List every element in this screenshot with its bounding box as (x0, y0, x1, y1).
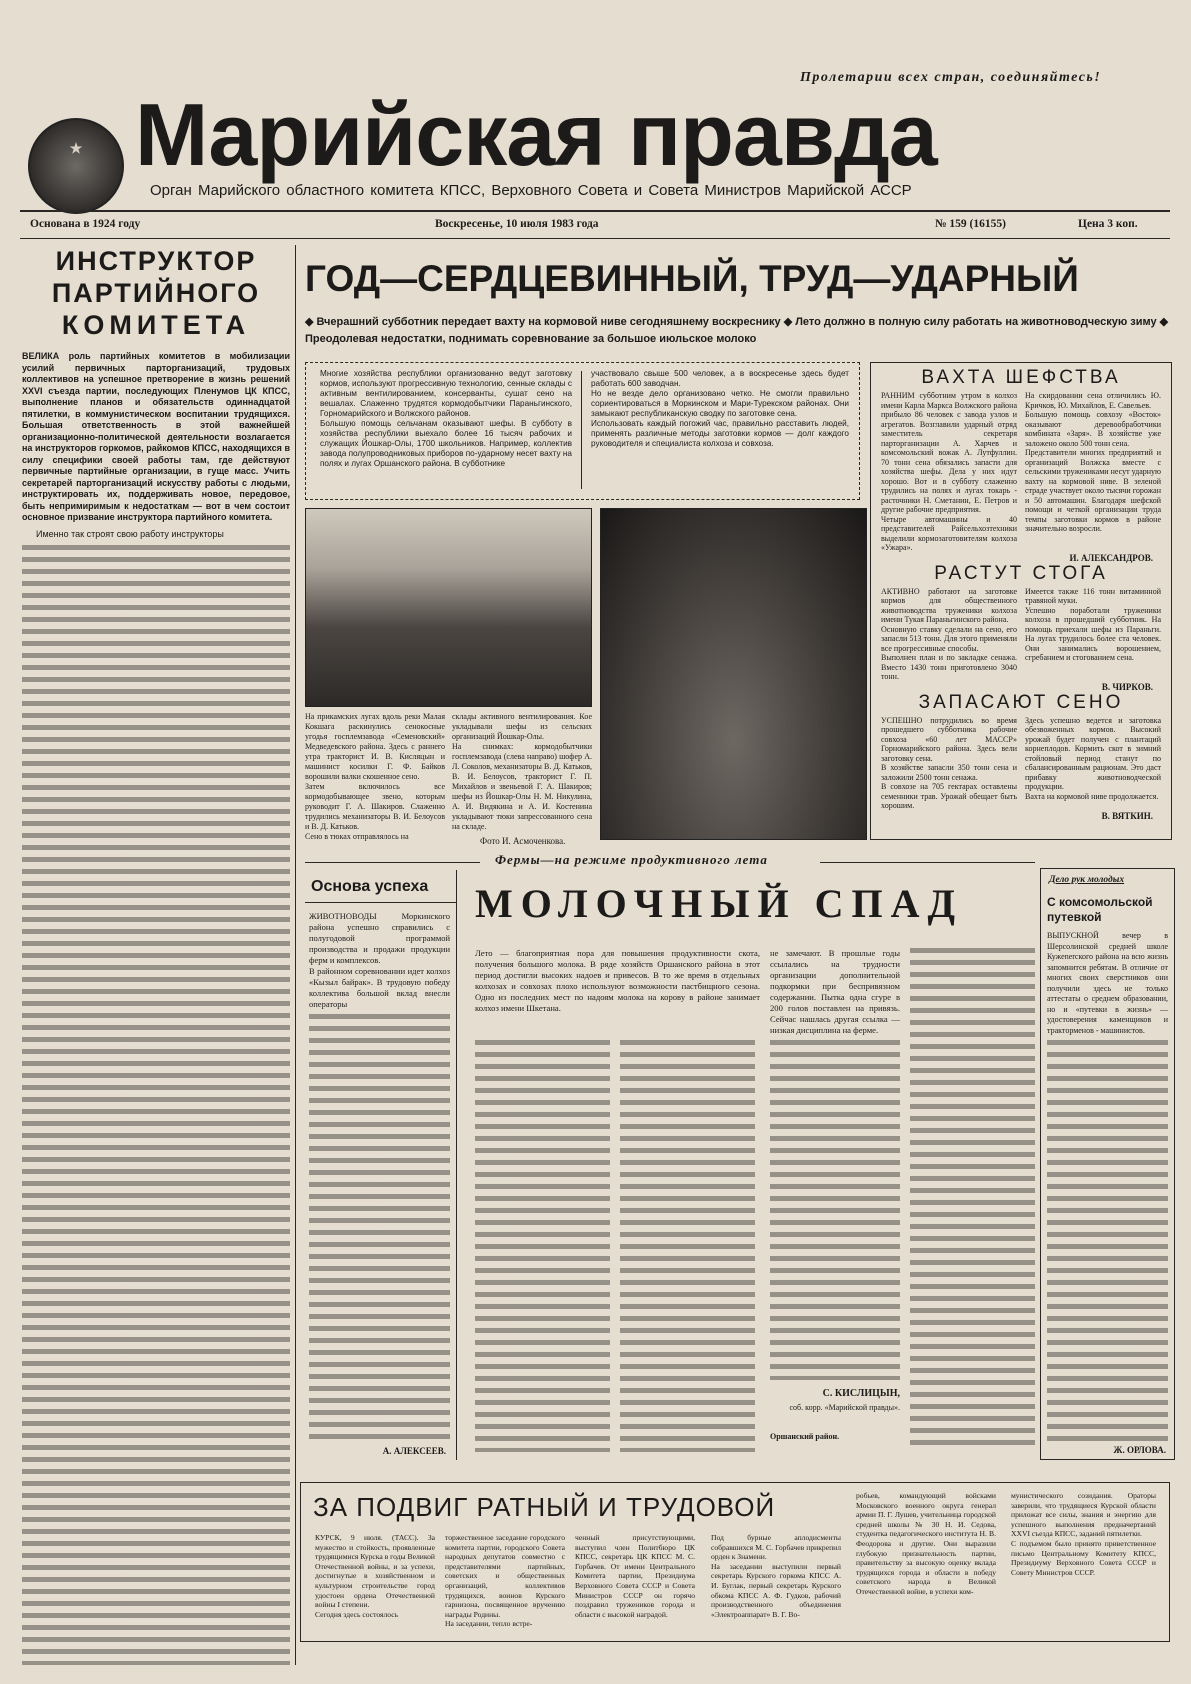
signature: Ж. ОРЛОВА. (1113, 1445, 1166, 1455)
founded-text: Основана в 1924 году (30, 218, 141, 230)
youth-text: ВЫПУСКНОЙ вечер в Шерсолинской средней школе Кужenerского района на всю жизнь запомнится ребятам. В отличие от многих своих сверстников они получили здесь не только аттестаты о среднем образовании, но и «путевки в жизнь» — удостоверения каменщиков и тракторменов - машинистов. (1047, 931, 1168, 1035)
slogan: Пролетарии всех стран, соединяйтесь! (800, 70, 1102, 85)
intro-col-2: участвовало свыше 500 человек, а в воскресенье здесь будет работать 600 заводчан. Но не везде дело организовано четко. Не смогли правильно сориентироваться в Моркинском и Мари-Турекском районах. Они замыкают республиканскую сводку по заготовке сена. Использовать каждый погожий час, правильно расставить людей, применять различные методы заготовки кормов — долг каждого руководителя и специалиста колхоза и совхоза. (591, 369, 849, 448)
section-rubric: Фермы—на режиме продуктивного лета (495, 852, 768, 867)
photo-credit: Фото И. Асмоченкова. (480, 836, 566, 846)
issue-date: Воскресенье, 10 июля 1983 года (435, 218, 599, 230)
left-article-text: Именно так строят свою работу инструкторы (36, 528, 224, 539)
order-emblem-icon: ★ (28, 118, 124, 214)
signature-place: Оршанский район. (770, 1432, 840, 1441)
signature: В. ВЯТКИН. (1101, 810, 1153, 821)
photo-caption-left: На прикамских лугах вдоль реки Малая Кокшага раскинулись сенокосные угодья госплемзавода «Семеновский» Медведевского района. Здесь с раннего утра тракторист И. В. Кисляцын и машинист косилки Г. Ф. Байков ворошили валки скошенное сено. Затем включилось все кормодобывающее звено, которым руководит Г. А. Шакиров. Слаженно трудились механизаторы В. И. Белоусов и В. Д. Катьков. Сено в тюках отправлялось на (305, 712, 445, 841)
left-article (22, 245, 290, 1665)
youth-title: С комсомольской путевкой (1047, 895, 1153, 924)
milk-body-col-3 (770, 1040, 900, 1380)
signature-role: соб. корр. «Марийской правды». (789, 1403, 900, 1412)
bottom-col-5: робьев, командующий войсками Московского военного округа генерал армии П. Г. Лушев, учительница городской средней школы № 30 Н. И. Седова, студентка педагогического института Н. В. Феодорова и другие. Они выразили глубокую признательность партии, правительству за высокую оценку вклада трудящихся города и области в победу советского народа в Великой Отечественной войне, в успехи ком- (856, 1491, 996, 1596)
youth-box (1040, 868, 1175, 1460)
milk-body-col-1 (475, 1040, 610, 1452)
bottom-col-3: ченный присутствующими, выступил член Политбюро ЦК КПСС, секретарь ЦК КПСС М. С. Горбачев. От имени Центрального Комитета партии, Президиума Верховного Совета СССР и Совета Министров СССР он горячо поздравил тружеников города и области с высокой наградой. (575, 1533, 695, 1619)
signature: В. ЧИРКОВ. (1101, 681, 1153, 692)
bottom-col-4: Под бурные аплодисменты собравшихся М. С. Горбачев прикрепил орден к Знамени. На заседании выступили первый секретарь Курского горкома КПСС А. И. Буглак, первый секретарь Курского обкома КПСС А. Ф. Гудков, рабочий производственного объединения «Электроаппарат» В. Г. Во- (711, 1533, 841, 1619)
milk-headline: МОЛОЧНЫЙ СПАД (475, 881, 964, 926)
photo-haymakers (305, 508, 592, 707)
milk-body-col-4 (910, 948, 1035, 1448)
bottom-headline: ЗА ПОДВИГ РАТНЫЙ И ТРУДОВОЙ (313, 1492, 776, 1522)
milk-body-col-2 (620, 1040, 755, 1452)
left-article-body (22, 545, 290, 1666)
newspaper-title: Марийская правда (135, 85, 937, 184)
intro-box (305, 362, 860, 500)
issue-number: № 159 (16155) (935, 218, 1006, 230)
right-box: ВАХТА ШЕФСТВА РАННИМ субботним утром в колхоз имени Карла Маркса Волжского района прибыло 86 человек с завода узлов и агрегатов. Возглавили ударный отряд заместитель секретаря парторганизации А. Харчев и комсомольский вожак А. Лутфуллин. 70 тонн сена обязались запасти для хозяйства шефы. Дела у них идут хорошо. Вот и в субботу слаженно трудились на полях и лугах токарь - расточники Н. Сметанин, Е. Петров и другие рабочие предприятия. Четыре автомашины и 40 представителей Райсельхозтехники выделили кормозаготовителям колхоза «Ужара». На скирдовании сена отличились Ю. Кричков, Ю. Михайлов, Е. Савельев. Большую помощь совхозу «Восток» оказывают деревообработчики комбината «Заря». В хозяйстве уже заложено около 500 тонн сена. Представители многих предприятий и организаций Волжска вместе с сельскими тружениками несут ударную вахту на кормовой ниве. В зеленой страде участвует около тысячи горожан и 50 автомашин. Благодаря шефской помощи и четкой организации труда темпы заготовки кормов в районе значительно возросли. И. АЛЕКСАНДРОВ. РАСТУТ СТОГА АКТИВНО работают на заготовке кормов для общественного животноводства труженики колхоза имени Тукая Параньгинского района. Основную ставку сделали на сено, его запасли 513 тонн. Для этого применяли все прогрессивные способы. Выполнен план и по закладке сенажа. Вместо 1430 тонн приготовлено 3040 тонн. Имеется также 116 тонн витаминной травяной муки. Успешно поработали труженики колхоза в прошедший субботник. На помощь приехали шефы из Параньги. На лугах трудилось более ста человек. Они занимались ворошением, сгребанием и стогованием сена. В. ЧИРКОВ. ЗАПАСАЮТ СЕНО УСПЕШНО потрудились во время прошедшего субботника рабочие совхоза «60 лет МАССР» Горномарийского района. Здесь вели заготовку сена. В хозяйстве запасли 350 тонн сена и заложили 2500 тонн сенажа. В совхозе на 705 гектарах оставлены семенники трав. Урожай обещает быть хорошим. Здесь успешно ведется и заготовка обезвоженных кормов. Высокий урожай будет получен с плантаций корнеплодов. Кормить скот в зимний стойловый период станут по сбалансированным рационам. Это даст прибавку животноводческой продукции. Вахта на кормовой ниве продолжается. В. ВЯТКИН. (870, 362, 1172, 840)
masthead (0, 0, 1191, 245)
article-title: ЗАПАСАЮТ СЕНО (918, 691, 1124, 713)
article-title: РАСТУТ СТОГА (934, 562, 1108, 584)
left-article-title: ИНСТРУКТОР ПАРТИЙНОГО КОМИТЕТА (51, 246, 261, 340)
bottom-article (300, 1482, 1170, 1642)
main-headline: ГОД—СЕРДЦЕВИННЫЙ, ТРУД—УДАРНЫЙ (305, 258, 1079, 299)
signature: И. АЛЕКСАНДРОВ. (1069, 552, 1153, 563)
signature: А. АЛЕКСЕЕВ. (382, 1446, 446, 1456)
price: Цена 3 коп. (1078, 218, 1138, 230)
main-subheads: ◆ Вчерашний субботник передает вахту на кормовой ниве сегодняшнему воскреснику ◆ Лето должно в полную силу работать на животноводческую зиму ◆ Преодолевая недостатки, поднимать соревнование за большое июльское молоко (305, 316, 1169, 345)
bottom-col-6: мунистического созидания. Ораторы заверили, что трудящиеся Курской области приложат все силы, знания и энергию для успешного выполнения предначертаний XXVI съезда КПСС, заданий пятилетки. С подъемом было принято приветственное письмо Центральному Комитету КПСС, Президиуму Верховного Совета СССР и Совету Министров СССР. (1011, 1491, 1156, 1577)
photo-caption-right: склады активного вентилирования. Кое укладывали шефы из сельских организаций Йошкар-Олы. На снимках: кормодобытчики госплемзавода (слева направо) шофер А. Л. Соколов, механизаторы В. Д. Катьков, В. И. Белоусов, тракторист Г. П. Михайлов и звеньевой Г. А. Шакиров; шефы из Йошкар-Олы Н. М. Никулина, А. И. Видякина и А. И. Костенина укладывают тюки запрессованного сена на складе. (452, 712, 592, 831)
milk-col-text: не замечают. В прошлые годы ссылались на трудности организации дополнительной подкормки при беспривязном содержании. Пытка одна сгуре в 200 голов поставлен на привязь. Сейчас нашлась другая ссылка — низкая дисциплина на ферме. (770, 948, 900, 1035)
photo-hay-stacking (600, 508, 867, 840)
youth-rubric: Дело рук молодых (1049, 875, 1125, 885)
signature: С. КИСЛИЦЫН, (822, 1388, 900, 1399)
intro-col-1: Многие хозяйства республики организованно ведут заготовку кормов, используют прогрессивную технологию, сенные склады с активным вентилированием, консерванты, сушат сено на вешалах. Слаженно трудятся кормодобытчики Параньгинского, Горномарийского и Волжского районов. Большую помощь сельчанам оказывают шефы. В субботу в хозяйства республики выехало более 16 тысяч рабочих и служащих Йошкар-Олы, 1700 школьников. Например, коллектив завода полупроводниковых приборов по-ударному несет вахту на полях и лугах Оршанского района. В субботнике (320, 369, 572, 468)
side-article-title: Основа успеха (311, 878, 429, 895)
milk-lead: Лето — благоприятная пора для повышения продуктивности скота, получения большого молока. В ряде хозяйств Оршанского района в этот период достигли высоких надоев и привесов. В то же время в отдельных колхозах и совхозах плохо используют возможности пастбищного сезона. Одно из последних мест по надоям молока на корову в районе занимает колхоз имени Шкетана. (475, 948, 760, 1013)
article-title: ВАХТА ШЕФСТВА (921, 367, 1121, 388)
masthead-subtitle: Орган Марийского областного комитета КПСС, Верховного Совета и Совета Министров Марийской АССР (150, 182, 912, 199)
bottom-col-1: КУРСК, 9 июля. (ТАСС). За мужество и стойкость, проявленные трудящимися Курска в годы Великой Отечественной войны, и за успехи, достигнутые в хозяйственном и культурном строительстве город удостоен ордена Отечественной войны I степени. Сегодня здесь состоялось (315, 1533, 435, 1619)
side-article-text: ЖИВОТНОВОДЫ Моркинского района успешно справились с полугодовой программой производства и продажи продукции ферм и комплексов. В районном соревновании идет колхоз «Кызыл байрак». В трудовую победу коллектива большой вклад внесли операторы (309, 911, 450, 1009)
bottom-col-2: торжественное заседание городского комитета партии, городского Совета народных депутатов совместно с представителями партийных, советских и общественных организаций, коллективов трудящихся, воинов Курского гарнизона, посвященное вручению награды Родины. На заседании, тепло встре- (445, 1533, 565, 1629)
left-article-lead: ВЕЛИКА роль партийных комитетов в мобилизации усилий первичных парторганизаций, трудовых коллективов на успешное претворение в жизнь решений XXVI съезда партии, последующих Пленумов ЦК КПСС, выполнение планов и обязательств одиннадцатой пятилетки, в коммунистическом воспитании трудящихся. Большая ответственность в этой важнейшей организационно-политической деятельности возлагается на инструкторов горкомов, райкомов КПСС, находящихся в силу специфики своей работы там, где действуют первичные партийные организации, в гуще масс. Учить секретарей парторганизаций искусству работы с людьми, инструктировать их, поддерживать новое, передовое, быть непримиримым к недостаткам — вот в чем состоит основное призвание инструктора партийного комитета. (22, 351, 290, 522)
side-article (305, 870, 457, 1460)
